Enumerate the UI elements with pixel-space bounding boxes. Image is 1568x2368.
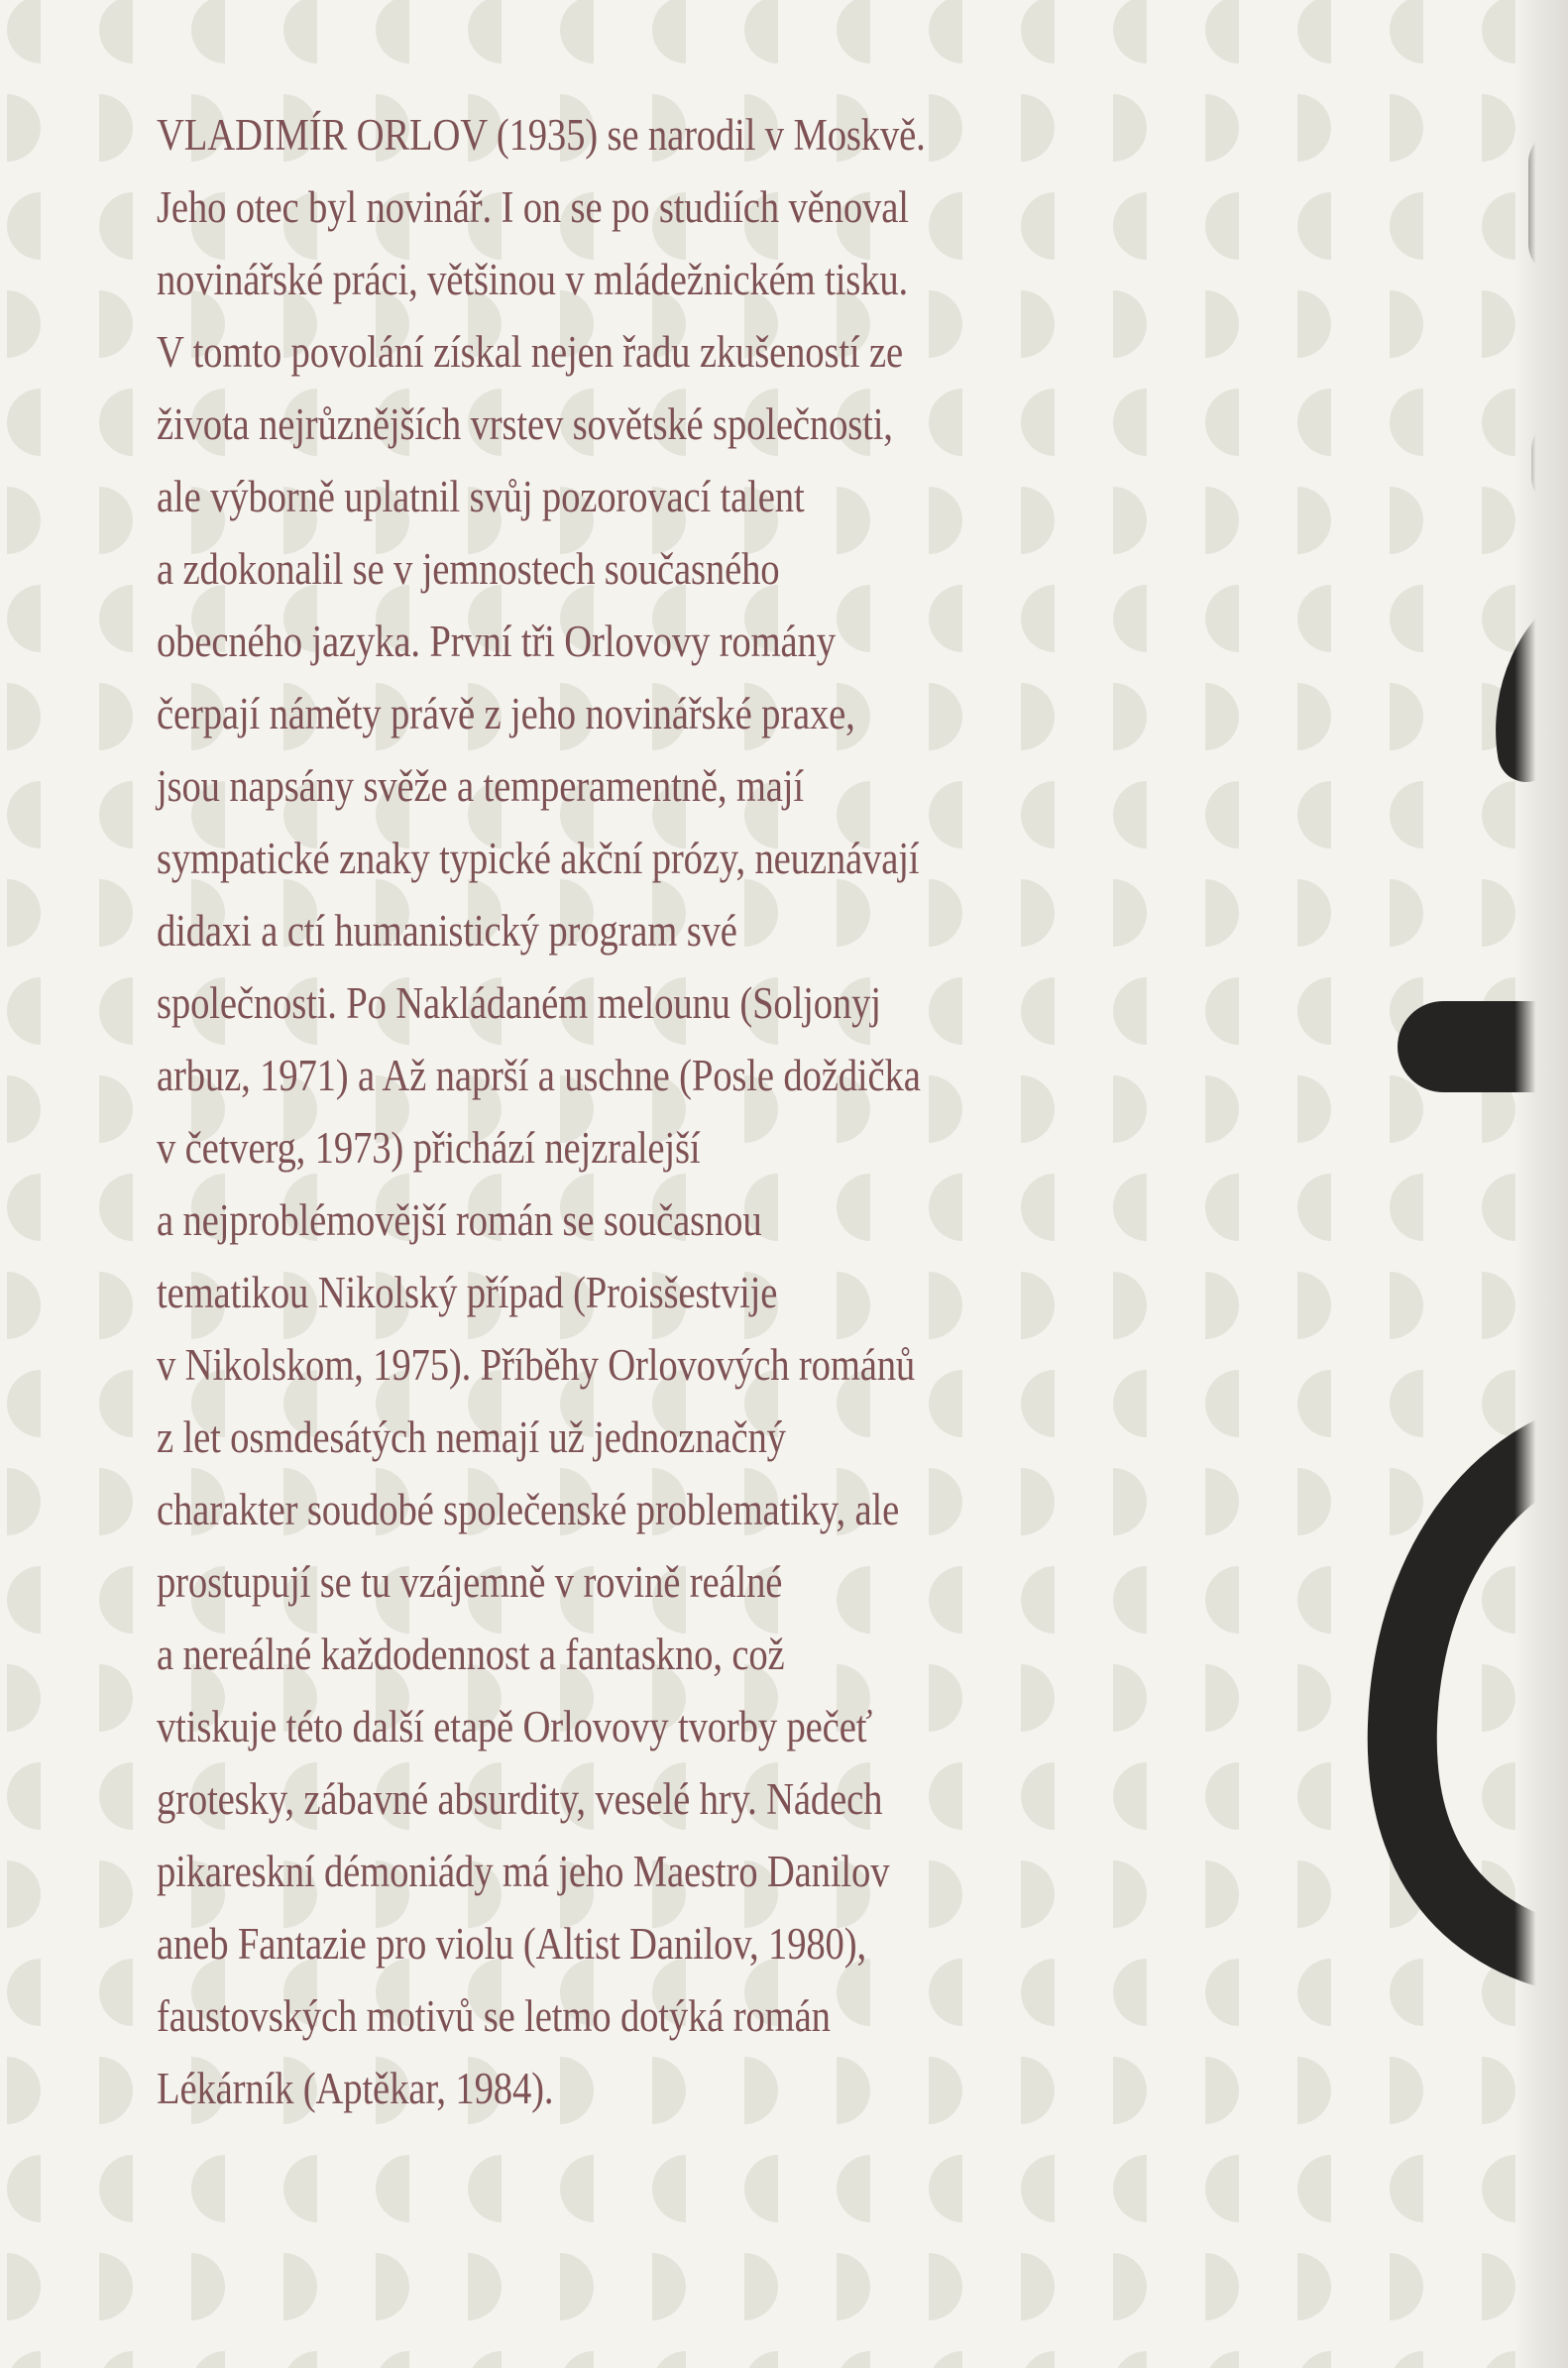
blurb-line: didaxi a ctí humanistický program své bbox=[157, 906, 737, 956]
blurb-line: prostupují se tu vzájemně v rovině reálné bbox=[157, 1557, 783, 1607]
blurb-line: charakter soudobé společenské problematiky, ale bbox=[157, 1485, 900, 1534]
blurb-line: VLADIMÍR ORLOV (1935) se narodil v Moskvě. bbox=[157, 110, 926, 160]
blurb-line: v četverg, 1973) přichází nejzralejší bbox=[157, 1123, 701, 1173]
blurb-line: aneb Fantazie pro violu (Altist Danilov, 1980), bbox=[157, 1919, 866, 1969]
blurb-line: a nejproblémovější román se současnou bbox=[157, 1195, 762, 1245]
blurb-line: života nejrůznějších vrstev sovětské společnosti, bbox=[157, 399, 893, 449]
blurb-line: novinářské práci, většinou v mládežnickém tisku. bbox=[157, 255, 909, 304]
blurb-line: v Nikolskom, 1975). Příběhy Orlovových románů bbox=[157, 1340, 916, 1390]
blurb-line: obecného jazyka. První tři Orlovovy romány bbox=[157, 617, 836, 666]
blurb-line: sympatické znaky typické akční prózy, neuznávají bbox=[157, 834, 920, 883]
blurb-line: společnosti. Po Nakládaném melounu (Soljonyj bbox=[157, 978, 881, 1028]
blurb-line: tematikou Nikolský případ (Proisšestvije bbox=[157, 1268, 778, 1317]
blurb-line: grotesky, zábavné absurdity, veselé hry. Nádech bbox=[157, 1774, 883, 1824]
blurb-line: a zdokonalil se v jemnostech současného bbox=[157, 544, 780, 594]
blurb-line: Jeho otec byl novinář. I on se po studiích věnoval bbox=[157, 182, 909, 232]
blurb-line: pikareskní démoniády má jeho Maestro Danilov bbox=[157, 1847, 890, 1896]
blurb-line: V tomto povolání získal nejen řadu zkušeností ze bbox=[157, 327, 904, 377]
blurb-line: arbuz, 1971) a Až naprší a uschne (Posle doždička bbox=[157, 1051, 921, 1100]
blurb-line: faustovských motivů se letmo dotýká román bbox=[157, 1991, 831, 2041]
blurb-line: ale výborně uplatnil svůj pozorovací talent bbox=[157, 472, 805, 521]
blurb-line: jsou napsány svěže a temperamentně, mají bbox=[157, 761, 804, 811]
blurb-line: a nereálné každodennost a fantaskno, což bbox=[157, 1630, 785, 1679]
author-biography-text bbox=[157, 99, 1247, 2125]
blurb-line: vtiskuje této další etapě Orlovovy tvorby pečeť bbox=[157, 1702, 873, 1751]
blurb-line: Lékárník (Aptěkar, 1984). bbox=[157, 2064, 554, 2113]
blurb-line: čerpají náměty právě z jeho novinářské praxe, bbox=[157, 689, 855, 738]
blurb-line: z let osmdesátých nemají už jednoznačný bbox=[157, 1412, 786, 1462]
cover-right-edge bbox=[1514, 0, 1568, 2368]
